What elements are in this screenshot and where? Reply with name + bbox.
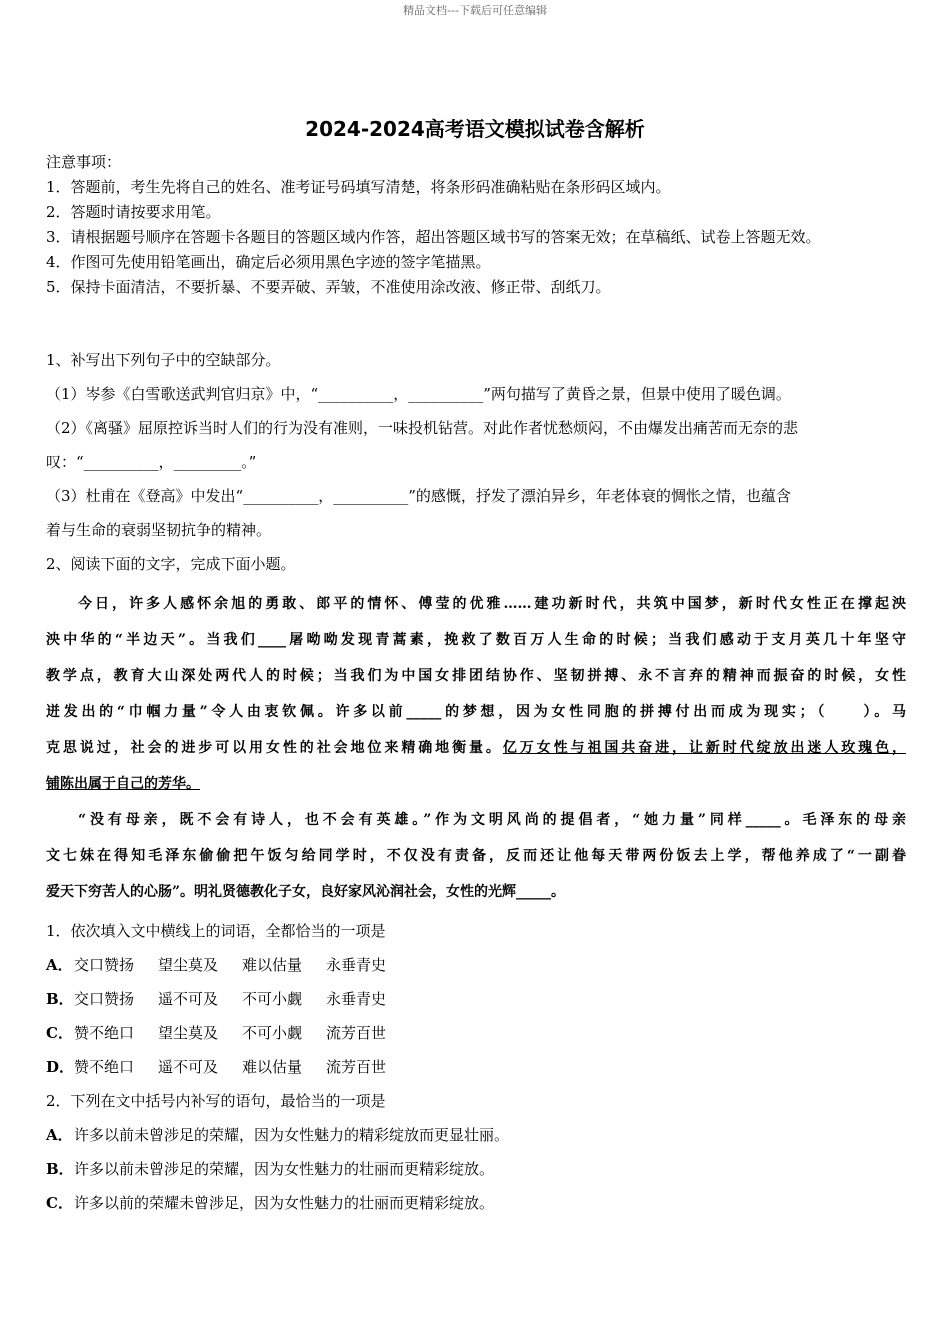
option-label: B．	[46, 990, 74, 1008]
question-item: 叹：“__________，_________。”	[46, 453, 257, 471]
option-text: 许多以前的荣耀未曾涉足，因为女性魅力的壮丽而更精彩绽放。	[74, 1194, 495, 1212]
question-1	[46, 343, 906, 581]
option-word: 不可小觑	[242, 990, 303, 1008]
option-word: 赞不绝口	[74, 1058, 135, 1076]
question-item: （2）《离骚》屈原控诉当时人们的行为没有准则，一味投机钻营。对此作者忧愁烦闷，不由爆发出痛苦而无奈的悲	[46, 419, 799, 437]
option-b	[46, 1152, 906, 1186]
passage-text: 克思说过，社会的进步可以用女性的社会地位来精确地衡量。	[46, 740, 503, 756]
option-a	[46, 1118, 906, 1152]
passage-line	[46, 730, 906, 766]
option-word: 望尘莫及	[158, 956, 219, 974]
page-title: 2024-2024高考语文模拟试卷含解析	[305, 117, 645, 141]
option-word: 望尘莫及	[158, 1024, 219, 1042]
option-label: A．	[46, 956, 73, 974]
question-item: （1）岑参《白雪歌送武判官归京》中，“__________，__________”两句描写了黄昏之景，但景中使用了暖色调。	[46, 385, 791, 403]
option-label: A．	[46, 1126, 73, 1144]
notice-item: 1．答题前，考生先将自己的姓名、准考证号码填写清楚，将条形码准确粘贴在条形码区域内。	[46, 178, 671, 196]
notice-item: 4．作图可先使用铅笔画出，确定后必须用黑色字迹的签字笔描黑。	[46, 253, 491, 271]
option-word: 不可小觑	[242, 1024, 303, 1042]
notice-heading: 注意事项：	[46, 153, 122, 171]
passage-line: 文七妹在得知毛泽东偷偷把午饭匀给同学时，不仅没有责备，反而还让他每天带两份饭去上学，帮他养成了“一副眷	[46, 848, 906, 864]
option-b	[46, 982, 906, 1016]
notice-item: 5．保持卡面清洁，不要折暴、不要弄破、弄皱，不准使用涂改液、修正带、刮纸刀。	[46, 278, 611, 296]
option-label: B．	[46, 1160, 74, 1178]
passage-line: 迸发出的“巾帼力量”令人由衷钦佩。许多以前_____的梦想，因为女性同胞的拼搏付出而成为现实；（ ）。马	[46, 704, 906, 720]
option-word: 赞不绝口	[74, 1024, 135, 1042]
underlined-sentence: 铺陈出属于自己的芳华。	[46, 776, 200, 792]
option-word: 难以估量	[242, 1058, 303, 1076]
option-word: 遥不可及	[158, 990, 219, 1008]
passage-line: “没有母亲，既不会有诗人，也不会有英雄。”作为文明风尚的提倡者，“她力量”同样_____。毛泽东的母亲	[78, 812, 906, 828]
option-word: 流芳百世	[326, 1024, 387, 1042]
underlined-sentence: 亿万女性与祖国共奋进，让新时代绽放出迷人玫瑰色，	[502, 740, 907, 756]
option-c	[46, 1016, 906, 1050]
passage-line: 泱中华的“半边天”。当我们____屠呦呦发现青蒿素，挽救了数百万人生命的时候；当我们感动于支月英几十年坚守	[46, 632, 906, 648]
question-2-stem: 2、阅读下面的文字，完成下面小题。	[46, 555, 296, 573]
option-text: 许多以前未曾涉足的荣耀，因为女性魅力的精彩绽放而更显壮丽。	[74, 1126, 510, 1144]
notice-section	[46, 150, 906, 300]
option-word: 流芳百世	[326, 1058, 387, 1076]
sub-question-stem: 1．依次填入文中横线上的词语，全都恰当的一项是	[46, 922, 386, 940]
option-word: 遥不可及	[158, 1058, 219, 1076]
notice-item: 3．请根据题号顺序在答题卡各题目的答题区域内作答，超出答题区域书写的答案无效；在草稿纸、试卷上答题无效。	[46, 228, 821, 246]
passage-line	[46, 766, 906, 802]
option-word: 永垂青史	[326, 956, 387, 974]
passage-line: 今日，许多人感怀余旭的勇敢、郎平的情怀、傅莹的优雅……建功新时代，共筑中国梦，新时代女性正在撑起泱	[78, 596, 906, 612]
option-word: 交口赞扬	[74, 956, 135, 974]
option-text: 许多以前未曾涉足的荣耀，因为女性魅力的壮丽而更精彩绽放。	[74, 1160, 495, 1178]
option-label: C．	[46, 1024, 73, 1042]
option-word: 交口赞扬	[74, 990, 135, 1008]
question-item: 着与生命的衰弱坚韧抗争的精神。	[46, 521, 272, 539]
question-stem: 1、补写出下列句子中的空缺部分。	[46, 351, 281, 369]
passage-line: 爱天下穷苦人的心肠”。明礼贤德教化子女，良好家风沁润社会，女性的光辉_____。	[46, 884, 566, 900]
option-label: C．	[46, 1194, 73, 1212]
sub-question-stem: 2．下列在文中括号内补写的语句，最恰当的一项是	[46, 1092, 386, 1110]
option-c	[46, 1186, 906, 1220]
passage-line: 教学点，教育大山深处两代人的时候；当我们为中国女排团结协作、坚韧拼搏、永不言弃的精神而振奋的时候，女性	[46, 668, 906, 684]
sub-question-1	[46, 914, 906, 1220]
option-word: 难以估量	[242, 956, 303, 974]
option-word: 永垂青史	[326, 990, 387, 1008]
question-item: （3）杜甫在《登高》中发出“__________，__________”的感慨，抒发了漂泊异乡，年老体衰的惆怅之情，也蕴含	[46, 487, 791, 505]
notice-item: 2．答题时请按要求用笔。	[46, 203, 221, 221]
option-a	[46, 948, 906, 982]
reading-passage	[46, 586, 906, 910]
option-label: D．	[46, 1058, 75, 1076]
page-header: 精品文档---下载后可任意编辑	[403, 4, 547, 17]
option-d	[46, 1050, 906, 1084]
